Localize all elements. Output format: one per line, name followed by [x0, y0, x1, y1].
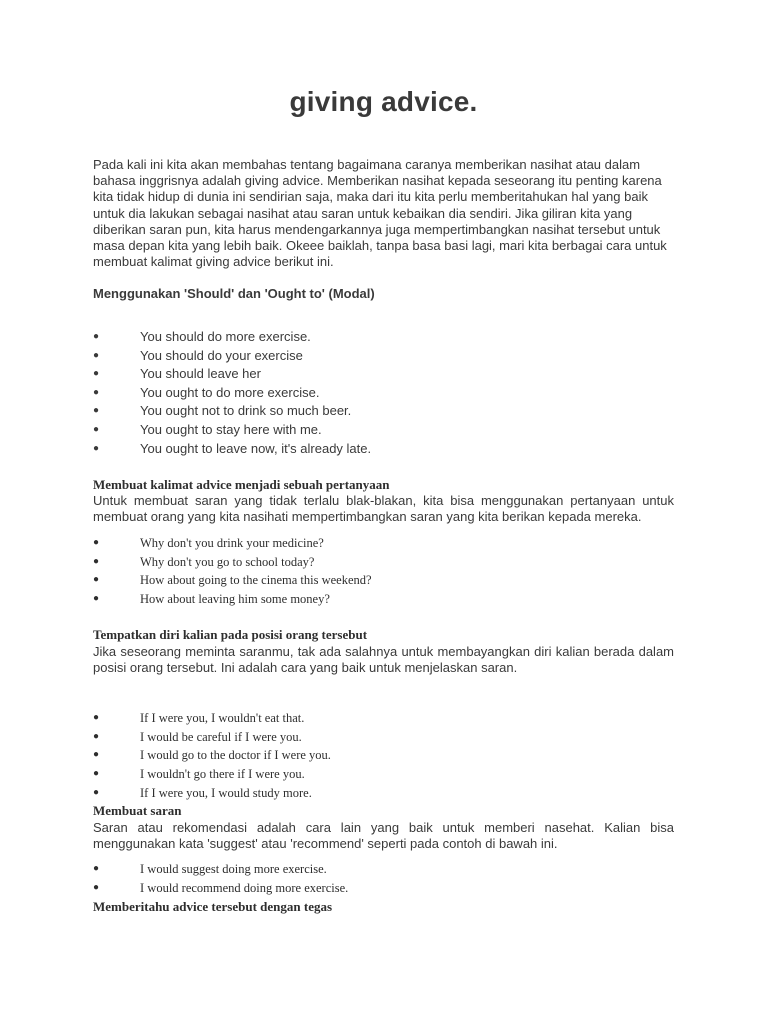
bullet-icon: ●	[93, 574, 100, 586]
bullet-icon: ●	[93, 768, 100, 780]
list-item: ● I wouldn't go there if I were you.	[93, 765, 674, 784]
list-item: ● If I were you, I would study more.	[93, 784, 674, 803]
bullet-icon: ●	[93, 386, 100, 398]
list-item: ● I would go to the doctor if I were you.	[93, 746, 674, 765]
section-body-suggestion: Saran atau rekomendasi adalah cara lain yang baik untuk memberi nasehat. Kalian bisa menggunakan kata 'suggest' atau 'recommend' seperti pada contoh di bawah ini.	[93, 820, 674, 852]
list-item: ● You ought to leave now, it's already late.	[93, 440, 674, 459]
list-item: ● How about leaving him some money?	[93, 590, 674, 609]
bullet-icon: ●	[93, 405, 100, 417]
section-heading-modal: Menggunakan 'Should' dan 'Ought to' (Modal)	[93, 286, 375, 301]
list-item: ● You should do your exercise	[93, 347, 674, 366]
modal-example-list	[93, 328, 674, 458]
bullet-icon: ●	[93, 863, 100, 874]
section-heading-position: Tempatkan diri kalian pada posisi orang tersebut	[93, 627, 368, 642]
bullet-icon: ●	[93, 349, 100, 361]
list-item: ● How about going to the cinema this weekend?	[93, 571, 674, 590]
bullet-icon: ●	[93, 712, 100, 723]
list-item: ● If I were you, I wouldn't eat that.	[93, 709, 674, 728]
question-example-list	[93, 534, 674, 609]
list-item: ● You should do more exercise.	[93, 328, 674, 347]
section-heading-suggestion: Membuat saran	[93, 803, 182, 818]
bullet-icon: ●	[93, 442, 100, 454]
bullet-icon: ●	[93, 730, 100, 742]
list-item: ● I would suggest doing more exercise.	[93, 860, 674, 879]
list-item: ● You ought to stay here with me.	[93, 421, 674, 440]
bullet-icon: ●	[93, 537, 100, 548]
bullet-icon: ●	[93, 881, 100, 893]
document-title: giving advice.	[289, 86, 478, 117]
list-item: ● Why don't you drink your medicine?	[93, 534, 674, 553]
list-item: ● You ought not to drink so much beer.	[93, 402, 674, 421]
bullet-icon: ●	[93, 423, 100, 435]
list-item: ● You ought to do more exercise.	[93, 384, 674, 403]
intro-paragraph: Pada kali ini kita akan membahas tentang bagaimana caranya memberikan nasihat atau dalam bahasa inggrisnya adalah giving advice. Memberikan nasihat kepada seseorang itu penting karena kita tidak hidup di dunia ini sendirian saja, maka dari itu kita perlu memberitahukan hal yang baik untuk dia lakukan sebagai nasihat atau saran untuk kebaikan dia sendiri. Jika giliran kita yang diberikan saran pun, kita harus mendengarkannya juga mempertimbangkan nasihat tersebut untuk masa depan kita yang lebih baik. Okeee baiklah, tanpa basa basi lagi, mari kita berbagai cara untuk membuat kalimat giving advice berikut ini.	[93, 157, 667, 270]
bullet-icon: ●	[93, 368, 100, 380]
bullet-icon: ●	[93, 786, 100, 798]
section-heading-question: Membuat kalimat advice menjadi sebuah pertanyaan	[93, 477, 390, 492]
bullet-icon: ●	[93, 555, 100, 567]
list-item: ● You should leave her	[93, 365, 674, 384]
section-body-question: Untuk membuat saran yang tidak terlalu blak-blakan, kita bisa menggunakan pertanyaan untuk membuat orang yang kita nasihati mempertimbangkan saran yang kita berikan kepada mereka.	[93, 493, 674, 525]
bullet-icon: ●	[93, 593, 100, 605]
list-item: ● I would be careful if I were you.	[93, 728, 674, 747]
list-item: ● Why don't you go to school today?	[93, 553, 674, 572]
section-body-position: Jika seseorang meminta saranmu, tak ada salahnya untuk membayangkan diri kalian berada dalam posisi orang tersebut. Ini adalah cara yang baik untuk menjelaskan saran.	[93, 644, 674, 676]
bullet-icon: ●	[93, 331, 100, 342]
list-item: ● I would recommend doing more exercise.	[93, 879, 674, 898]
position-example-list	[93, 709, 674, 803]
bullet-icon: ●	[93, 749, 100, 761]
section-heading-firm: Memberitahu advice tersebut dengan tegas	[93, 899, 333, 914]
suggestion-example-list	[93, 860, 674, 897]
